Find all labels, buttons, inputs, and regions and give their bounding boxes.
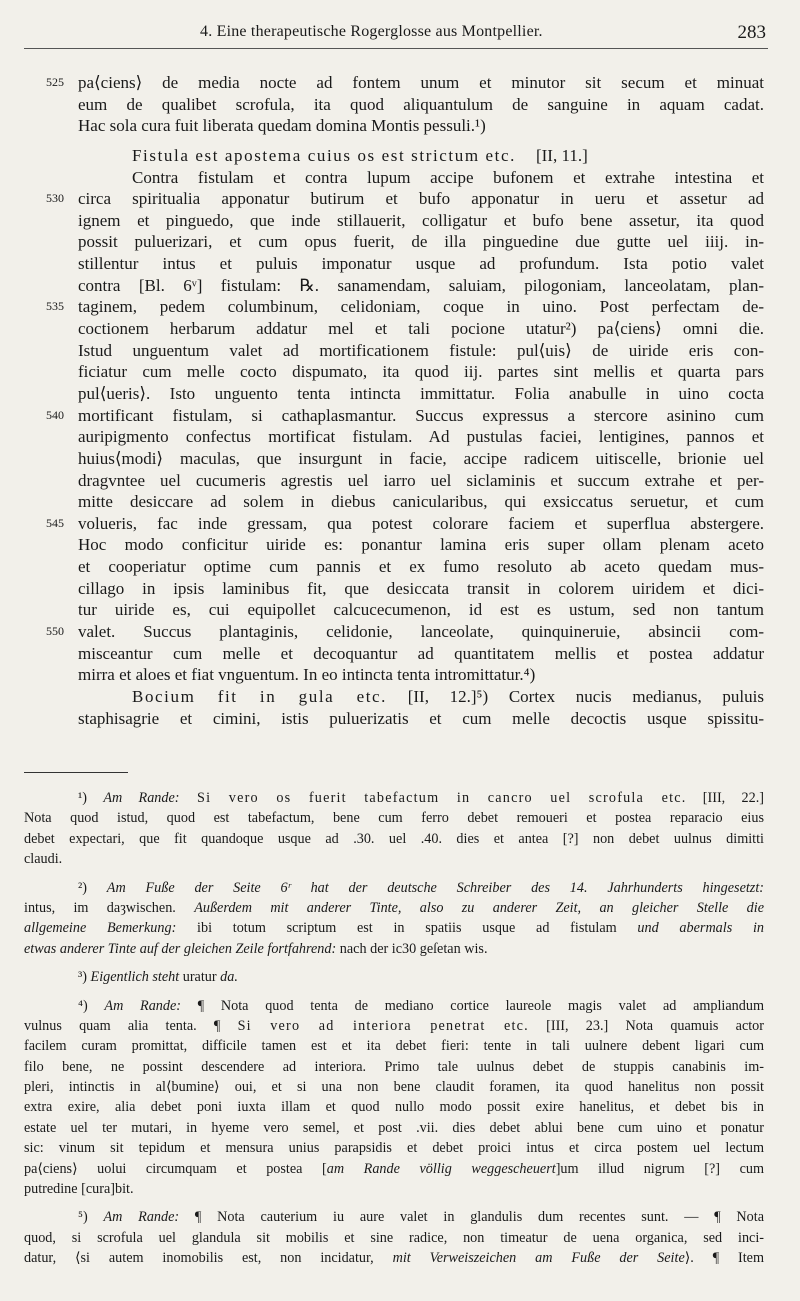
line-number: 530 [46, 191, 64, 206]
line-number: 535 [46, 299, 64, 314]
footnote-text: pa⟨ciens⟩ uolui circumquam et postea [ [24, 1160, 327, 1177]
page-number: 283 [737, 22, 766, 43]
footnote-line [24, 1159, 764, 1179]
text-line [46, 405, 764, 427]
footnote-line [24, 1077, 764, 1097]
editorial-note: Eigentlich steht [90, 969, 180, 986]
footnote-text: sic: vinum sit tepidum et mensura unius parapsidis et debet proici intus et circa postem uel lectum [24, 1140, 764, 1157]
footnote-text: ¶ Nota cauterium iu aure valet in glandulis dum recentes sunt. — ¶ Nota [179, 1209, 765, 1226]
line-text: eum de qualibet scrofula, ita quod aliquantulum de sanguine in aquam cadat. [78, 94, 764, 114]
line-text: stillentur intus et puluis imponatur usque ad profundum. Ista potio valet [78, 254, 764, 274]
text-line [78, 491, 764, 513]
editorial-note: etwas anderer Tinte auf der gleichen Zeile fortfahrend: [24, 940, 337, 957]
line-text: et cooperiatur optime cum pannis et ex fumo resoluto ab aceto quedam mus- [78, 557, 764, 577]
line-text: cillago in ipsis laminibus fit, que desiccata transit in colorem uiridem et dici- [78, 578, 764, 598]
footnote-line [24, 898, 764, 918]
footnote-text: putredine [cura]bit. [24, 1181, 134, 1198]
line-number: 525 [46, 75, 64, 89]
footnote-marker: ³) [78, 969, 91, 986]
footnote-marker: ⁴) [78, 997, 105, 1014]
line-text: volueris, fac inde gressam, qua potest colorare faciem et superflua abstergere. [78, 513, 764, 533]
line-text: tur uiride es, cui equipollet calcucecumenon, id est es ustum, sed non tantum [78, 600, 764, 620]
footnote-line [24, 1179, 764, 1199]
line-text: Istud unguentum valet ad mortificationem fistule: pul⟨uis⟩ de uiride eris con- [78, 340, 764, 360]
line-text: mortificant fistulam, si cathaplasmantur. Succus expressus a stercore asinino cum [78, 405, 764, 425]
text-line [78, 115, 764, 137]
editorial-note: Am Rande: [103, 1209, 180, 1226]
line-number: 540 [46, 407, 64, 422]
text-line [78, 94, 764, 116]
text-line [78, 426, 764, 448]
footnote-line [24, 1097, 764, 1117]
line-text: possit puluerizari, et cum opus fuerit, de illa pinguedine due gutte uel iiij. in- [78, 232, 764, 252]
editorial-note: Am Fuße der Seite 6ʳ hat der deutsche Schreiber des 14. Jahrhunderts hingesetzt: [106, 879, 764, 896]
line-text: Hoc modo conficitur uiride es: ponantur lamina eris super ollam plenam aceto [78, 535, 764, 555]
text-line [78, 556, 764, 578]
line-text: auripigmento confectus mortificat fistulam. Ad pustulas faciei, lentigines, pannos et [78, 427, 764, 447]
text-line [46, 513, 764, 535]
line-text: contra [Bl. 6ᵛ] fistulam: ℞. sanamendam, saluiam, pilogoniam, lanceolatam, plan- [78, 275, 764, 295]
editorial-note: und abermals in [637, 920, 765, 937]
line-text: taginem, pedem columbinum, celidoniam, coque in uino. Post perfectam de- [78, 297, 764, 317]
line-text: valet. Succus plantaginis, celidonie, lanceolate, quinquineruie, absincii com- [78, 622, 764, 642]
main-text-block [46, 72, 764, 729]
footnote-text: vulnus quam alia tenta. ¶ [24, 1017, 238, 1034]
line-text: [II, 12.]⁵) Cortex nucis medianus, puluis [407, 686, 764, 706]
text-line [78, 470, 764, 492]
footnote-line [24, 918, 764, 938]
footnote-line [24, 1057, 764, 1077]
lemma-text: Fistula est apostema cuius os est strictum etc. [132, 145, 516, 165]
text-line [78, 664, 764, 686]
text-line [46, 188, 764, 210]
text-line [78, 318, 764, 340]
text-line [78, 534, 764, 556]
line-text: Contra fistulam et contra lupum accipe bufonem et extrahe intestina et [132, 167, 764, 187]
text-line [78, 210, 764, 232]
text-line [78, 275, 764, 297]
footnote-rule [24, 772, 128, 773]
footnote-text: quod, si scrofula uel glandula sit mobilis et sine radice, non timeatur de uena organica, sed inci- [24, 1229, 764, 1246]
text-line [78, 599, 764, 621]
footnote-line [24, 808, 764, 828]
running-header [24, 22, 768, 49]
line-number: 545 [46, 515, 64, 530]
footnote-line [24, 1016, 764, 1036]
footnote-text: ]um illud nigrum [?] cum [555, 1160, 764, 1177]
footnote-text: [III, 22.] [686, 790, 765, 806]
footnotes-block [24, 788, 764, 1269]
running-title: 4. Eine therapeutische Rogerglosse aus Montpellier. [200, 23, 543, 40]
footnote-text: uratur [179, 969, 221, 986]
footnote-text: estate uel ter mutari, in hyeme vero semel, et post .vii. dies debet ablui bene cum uino et ponatur [24, 1119, 764, 1136]
footnote-line [24, 996, 764, 1016]
footnote-line [24, 967, 764, 987]
footnote-line [24, 1118, 764, 1138]
text-line [46, 621, 764, 643]
footnote-text: datur, ⟨si autem inomobilis est, non incidatur, [24, 1250, 393, 1267]
footnote-text: [III, 23.] Nota quamuis actor [528, 1017, 764, 1034]
text-line [78, 643, 764, 665]
footnote-text: claudi. [24, 851, 63, 868]
footnote-text: Nota quod istud, quod est tabefactum, bene cum ferro debet remoueri et postea reparacio eius [24, 810, 764, 827]
footnote-text: ¶ Nota quod tenta de mediano cortice laureole magis valet ad ampliandum [181, 997, 764, 1014]
lemma-line [78, 145, 764, 167]
line-text: circa spiritualia apponatur butirum et bufo apponatur in ueru et assetur ad [78, 189, 764, 209]
editorial-note: Außerdem mit anderer Tinte, also zu anderer Zeit, an gleicher Stelle die [194, 899, 764, 916]
footnote-line [24, 788, 764, 808]
footnote-text: filo bene, ne possint descendere ad interiora. Primo tale uulnus debet de stuppis canabinis im- [24, 1058, 764, 1075]
text-line [78, 448, 764, 470]
footnote-line [24, 1248, 764, 1268]
line-text: dragvntee uel cucumeris agrestis uel iarro uel siclaminis et succum extrahe et per- [78, 470, 764, 490]
text-line [46, 72, 764, 94]
lemma-line [78, 686, 764, 708]
footnote-text: ⟩. ¶ Item [684, 1250, 765, 1267]
line-text: pa⟨ciens⟩ de media nocte ad fontem unum et minutor sit secum et minuat [78, 73, 764, 92]
editorial-note: Am Rande: [103, 790, 180, 806]
footnote-line [24, 1138, 764, 1158]
line-text: staphisagrie et cimini, istis puluerizatis et cum melle decoctis usque spissitu- [78, 708, 764, 728]
text-line [78, 708, 764, 730]
text-line [78, 253, 764, 275]
footnote-line [24, 939, 764, 959]
lemma-text: Si vero ad interiora penetrat etc. [237, 1017, 529, 1034]
line-text: huius⟨modi⟩ maculas, que insurgunt in facie, accipe radicem uitiscelle, brionie uel [78, 448, 764, 468]
text-line [78, 340, 764, 362]
line-text: misceantur cum melle et decoquantur ad quantitatem mellis et postea addatur [78, 643, 764, 663]
lemma-text: Si vero os fuerit tabefactum in cancro uel scrofula etc. [179, 790, 687, 806]
footnote-line [24, 829, 764, 849]
lemma-text: Bocium fit in gula etc. [132, 686, 388, 706]
line-number: 550 [46, 624, 64, 639]
line-text: Hac sola cura fuit liberata quedam domina Montis pessuli.¹) [78, 116, 486, 136]
footnote-line [24, 878, 764, 898]
footnote-text: nach der ic30 geſetan wis. [336, 940, 488, 957]
footnote-marker: ⁵) [78, 1209, 104, 1226]
line-text: ignem et pinguedo, que inde stillauerit, colligatur et bufo bene assetur, ita quod [78, 210, 764, 230]
line-text: ficiatur cum melle cocto dispumato, ita quod iij. partes sint mellis et quarta pars [78, 362, 764, 382]
text-line [78, 231, 764, 253]
footnote-line [24, 1036, 764, 1056]
footnote-line [24, 849, 764, 869]
footnote-marker: ²) [78, 879, 107, 896]
footnote-text: debet expectari, que fit quandoque usque ad .30. uel .40. dies et antea [?] non debet uulnus dimitti [24, 830, 764, 847]
footnote-text: extra exire, alia debet poni iuxta illam et quod nullo modo possit exire hanelitus, et debet bis in [24, 1099, 764, 1116]
line-text: coctionem herbarum addatur mel et tali pocione utatur²) pa⟨ciens⟩ omni die. [78, 319, 764, 339]
text-line [78, 361, 764, 383]
line-text: pul⟨ueris⟩. Isto unguento tenta intincta immittatur. Folia anabulle in uino cocta [78, 383, 764, 403]
footnote-marker: ¹) [78, 790, 104, 806]
text-line [78, 167, 764, 189]
editorial-note: Am Rande: [104, 997, 182, 1014]
text-line [78, 383, 764, 405]
editorial-note: allgemeine Bemerkung: [24, 920, 177, 937]
lemma-reference: [II, 11.] [535, 145, 588, 165]
line-text: mirra et aloes et fiat vnguentum. In eo intincta tenta intromittatur.⁴) [78, 665, 536, 685]
footnote-text: intus, im daȝwischen. [24, 899, 195, 916]
footnote-line [24, 1207, 764, 1227]
editorial-note: am Rande völlig weggescheuert [326, 1160, 556, 1177]
footnote-text: ibi totum scriptum est in spatiis usque ad fistulam [176, 920, 638, 937]
editorial-note: mit Verweiszeichen am Fuße der Seite [392, 1250, 685, 1267]
editorial-note: da. [220, 969, 238, 986]
footnote-line [24, 1228, 764, 1248]
line-text: mitte desiccare ad solem in diebus canicularibus, qui exsiccatus seruetur, et cum [78, 492, 764, 512]
text-line [46, 296, 764, 318]
footnote-text: pleri, intinctis in al⟨bumine⟩ oui, et si una non bene claudit foramen, ita quod hanelitus non possit [24, 1079, 764, 1096]
footnote-text: facilem curam promittat, difficile tamen est et ita debet fieri: tente in tali uulnere debent ligari cum [24, 1038, 764, 1055]
text-line [78, 578, 764, 600]
